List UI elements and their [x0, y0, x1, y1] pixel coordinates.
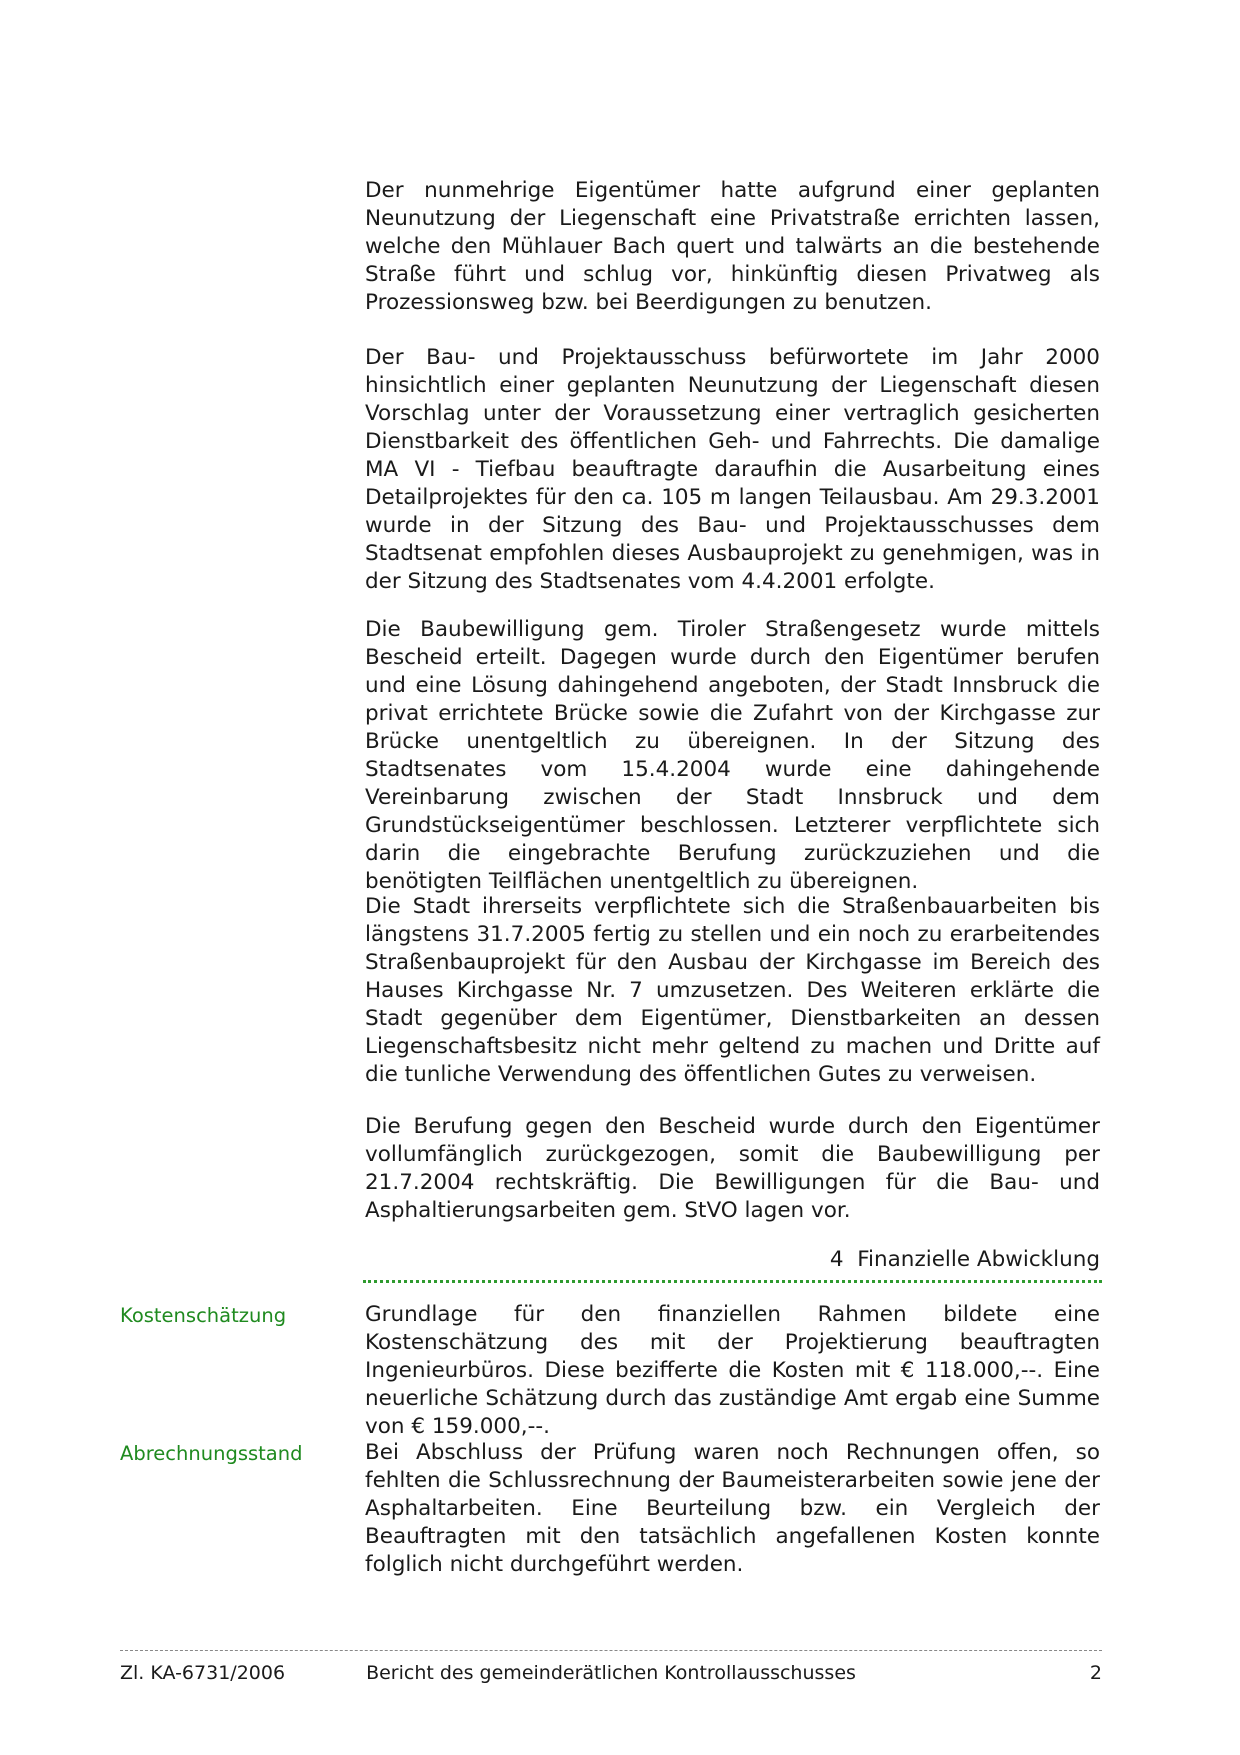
margin-label-kostenschaetzung: Kostenschätzung — [120, 1304, 287, 1327]
paragraph-4: Die Stadt ihrerseits verpflichtete sich die Straßenbauarbeiten bis längstens 31.7.2005 fertig zu stellen und ein noch zu erarbeitendes Straßenbauprojekt für den Ausbau der Kirchgasse im Bereich des Hauses Kirchgasse Nr. 7 umzusetzen. Des Weiteren erklärte die Stadt gegenüber dem Eigentümer, Dienstbarkeiten an dessen Liegenschaftsbesitz nicht mehr geltend zu machen und Dritte auf die tunliche Verwendung des öffentlichen Gutes zu verweisen. — [365, 894, 1100, 1087]
footer-page-number: 2 — [1089, 1662, 1102, 1684]
section-number: 4 — [829, 1247, 844, 1272]
paragraph-5: Die Berufung gegen den Bescheid wurde durch den Eigentümer vollumfänglich zurückgezogen, somit die Baubewilligung per 21.7.2004 rechtskräftig. Die Bewilligungen für die Bau- und Asphaltierungsarbeiten gem. StVO lagen vor. — [365, 1114, 1100, 1223]
footer-report-title: Bericht des gemeinderätlichen Kontrollausschusses — [366, 1662, 856, 1684]
paragraph-2: Der Bau- und Projektausschuss befürwortete im Jahr 2000 hinsichtlich einer geplanten Neunutzung der Liegenschaft diesen Vorschlag unter der Voraussetzung einer vertraglich gesicherten Dienstbarkeit des öffentlichen Geh- und Fahrrechts. Die damalige MA VI - Tiefbau beauftragte daraufhin die Ausarbeitung eines Detailprojektes für den ca. 105 m langen Teilausbau. Am 29.3.2001 wurde in der Sitzung des Bau- und Projektausschusses dem Stadtsenat empfohlen dieses Ausbauprojekt zu genehmigen, was in der Sitzung des Stadtsenates vom 4.4.2001 erfolgte. — [365, 345, 1100, 594]
paragraph-1: Der nunmehrige Eigentümer hatte aufgrund einer geplanten Neunutzung der Liegenschaft eine Privatstraße errichten lassen, welche den Mühlauer Bach quert und talwärts an die bestehende Straße führt und schlug vor, hinkünftig diesen Privatweg als Prozessionsweg bzw. bei Beerdigungen zu benutzen. — [365, 178, 1100, 315]
section-divider — [363, 1280, 1102, 1283]
footer-divider — [120, 1650, 1102, 1651]
paragraph-kostenschaetzung: Grundlage für den finanziellen Rahmen bildete eine Kostenschätzung des mit der Projektierung beauftragten Ingenieurbüros. Diese bezifferte die Kosten mit € 118.000,--. Eine neuerliche Schätzung durch das zuständige Amt ergab eine Summe von € 159.000,--. — [365, 1302, 1100, 1439]
section-heading — [365, 1246, 1100, 1274]
section-title: Finanzielle Abwicklung — [857, 1247, 1100, 1272]
footer-reference: Zl. KA-6731/2006 — [120, 1662, 286, 1684]
paragraph-3: Die Baubewilligung gem. Tiroler Straßengesetz wurde mittels Bescheid erteilt. Dagegen wurde durch den Eigentümer berufen und eine Lösung dahingehend angeboten, der Stadt Innsbruck die privat errichtete Brücke sowie die Zufahrt von der Kirchgasse zur Brücke unentgeltlich zu übereignen. In der Sitzung des Stadtsenates vom 15.4.2004 wurde eine dahingehende Vereinbarung zwischen der Stadt Innsbruck und dem Grundstückseigentümer beschlossen. Letzterer verpflichtete sich darin die eingebrachte Berufung zurückzuziehen und die benötigten Teilflächen unentgeltlich zu übereignen. — [365, 617, 1100, 894]
paragraph-abrechnungsstand: Bei Abschluss der Prüfung waren noch Rechnungen offen, so fehlten die Schlussrechnung der Baumeisterarbeiten sowie jene der Asphaltarbeiten. Eine Beurteilung bzw. ein Vergleich der Beauftragten mit den tatsächlich angefallenen Kosten konnte folglich nicht durchgeführt werden. — [365, 1440, 1100, 1577]
margin-label-abrechnungsstand: Abrechnungsstand — [120, 1442, 303, 1465]
